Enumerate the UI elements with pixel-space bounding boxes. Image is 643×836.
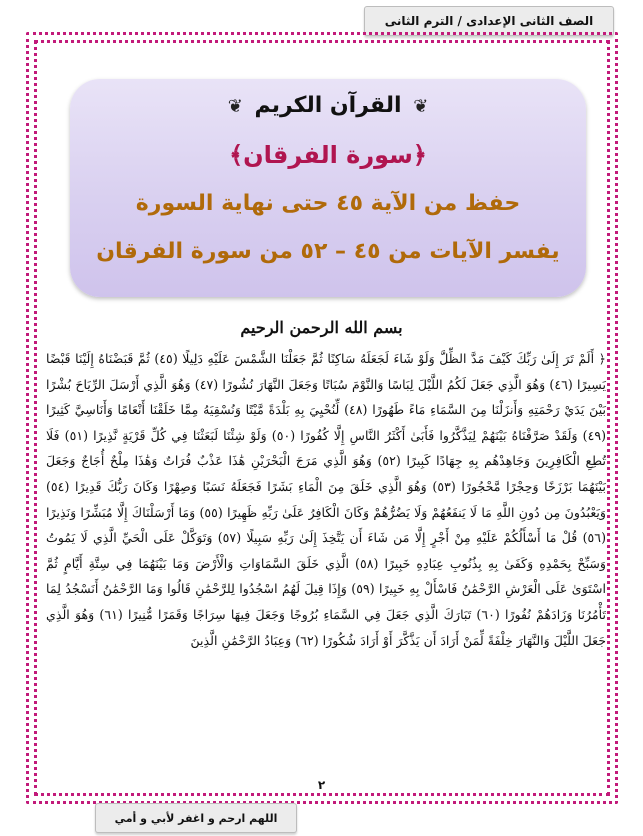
surah-name: ﴿سورة الفرقان﴾ <box>229 141 427 169</box>
memorize-instruction: حفظ من الآية ٤٥ حتى نهاية السورة <box>135 191 521 216</box>
grade-label: الصف الثانى الإعدادى / الترم الثانى <box>384 14 594 28</box>
quran-verses: ﴿ أَلَمْ تَرَ إِلَىٰ رَبِّكَ كَيْفَ مَدَّ الظِّلَّ وَلَوْ شَاءَ لَجَعَلَهُ سَاكِنًا ثُمَّ جَعَلْنَا الشَّمْسَ عَلَيْهِ دَلِيلًا (٤٥) ثُمَّ قَبَضْنَاهُ إِلَيْنَا قَبْضًا يَسِيرًا (٤٦) وَهُوَ الَّذِي جَعَلَ لَكُمُ اللَّيْلَ لِبَاسًا وَالنَّوْمَ سُبَاتًا وَجَعَلَ النَّهَارَ نُشُورًا (٤٧) وَهُوَ الَّذِي أَرْسَلَ الرِّيَاحَ بُشْرًا بَيْنَ يَدَيْ رَحْمَتِهِ وَأَنزَلْنَا مِنَ السَّمَاءِ مَاءً طَهُورًا (٤٨) لِّنُحْيِيَ بِهِ بَلْدَةً مَّيْتًا وَنُسْقِيَهُ مِمَّا خَلَقْنَا أَنْعَامًا وَأَنَاسِيَّ كَثِيرًا (٤٩) وَلَقَدْ صَرَّفْنَاهُ بَيْنَهُمْ لِيَذَّكَّرُوا فَأَبَىٰ أَكْثَرُ النَّاسِ إِلَّا كُفُورًا (٥٠) وَلَوْ شِئْنَا لَبَعَثْنَا فِي كُلِّ قَرْيَةٍ نَّذِيرًا (٥١) فَلَا تُطِعِ الْكَافِرِينَ وَجَاهِدْهُم بِهِ جِهَادًا كَبِيرًا (٥٢) وَهُوَ الَّذِي مَرَجَ الْبَحْرَيْنِ هَٰذَا عَذْبٌ فُرَاتٌ وَهَٰذَا مِلْحٌ أُجَاجٌ وَجَعَلَ بَيْنَهُمَا بَرْزَخًا وَحِجْرًا مَّحْجُورًا (٥٣) وَهُوَ الَّذِي خَلَقَ مِنَ الْمَاءِ بَشَرًا فَجَعَلَهُ نَسَبًا وَصِهْرًا وَكَانَ رَبُّكَ قَدِيرًا (٥٤) وَيَعْبُدُونَ مِن دُونِ اللَّهِ مَا لَا يَنفَعُهُمْ وَلَا يَضُرُّهُمْ وَكَانَ الْكَافِرُ عَلَىٰ رَبِّهِ ظَهِيرًا (٥٥) وَمَا أَرْسَلْنَاكَ إِلَّا مُبَشِّرًا وَنَذِيرًا (٥٦) قُلْ مَا أَسْأَلُكُمْ عَلَيْهِ مِنْ أَجْرٍ إِلَّا مَن شَاءَ أَن يَتَّخِذَ إِلَىٰ رَبِّهِ سَبِيلًا (٥٧) وَتَوَكَّلْ عَلَى الْحَيِّ الَّذِي لَا يَمُوتُ وَسَبِّحْ بِحَمْدِهِ وَكَفَىٰ بِهِ بِذُنُوبِ عِبَادِهِ خَبِيرًا (٥٨) الَّذِي خَلَقَ السَّمَاوَاتِ وَالْأَرْضَ وَمَا بَيْنَهُمَا فِي سِتَّةِ أَيَّامٍ ثُمَّ اسْتَوَىٰ عَلَى الْعَرْشِ الرَّحْمَٰنُ فَاسْأَلْ بِهِ خَبِيرًا (٥٩) وَإِذَا قِيلَ لَهُمُ اسْجُدُوا لِلرَّحْمَٰنِ قَالُوا وَمَا الرَّحْمَٰنُ أَنَسْجُدُ لِمَا تَأْمُرُنَا وَزَادَهُمْ نُفُورًا (٦٠) تَبَارَكَ الَّذِي جَعَلَ فِي السَّمَاءِ بُرُوجًا وَجَعَلَ فِيهَا سِرَاجًا وَقَمَرًا مُّنِيرًا (٦١) وَهُوَ الَّذِي جَعَلَ اللَّيْلَ وَالنَّهَارَ خِلْفَةً لِّمَنْ أَرَادَ أَن يَذَّكَّرَ أَوْ أَرَادَ شُكُورًا (٦٢) وَعِبَادُ الرَّحْمَٰنِ الَّذِينَ <box>46 351 607 648</box>
footer-prayer: اللهم ارحم و اغفر لأبي و أمي <box>114 811 278 825</box>
basmala: بسم الله الرحمن الرحيم <box>240 318 403 337</box>
main-title: القرآن الكريم <box>254 93 402 118</box>
ornament-left-icon: ❦ <box>227 96 243 117</box>
ornament-right-icon: ❦ <box>413 96 429 117</box>
page-number: ٢ <box>317 778 326 792</box>
tafsir-instruction: يفسر الآيات من ٤٥ – ٥٢ من سورة الفرقان <box>96 239 560 264</box>
footer-tab <box>95 803 297 833</box>
title-box <box>70 79 586 297</box>
main-title-row <box>70 93 586 118</box>
